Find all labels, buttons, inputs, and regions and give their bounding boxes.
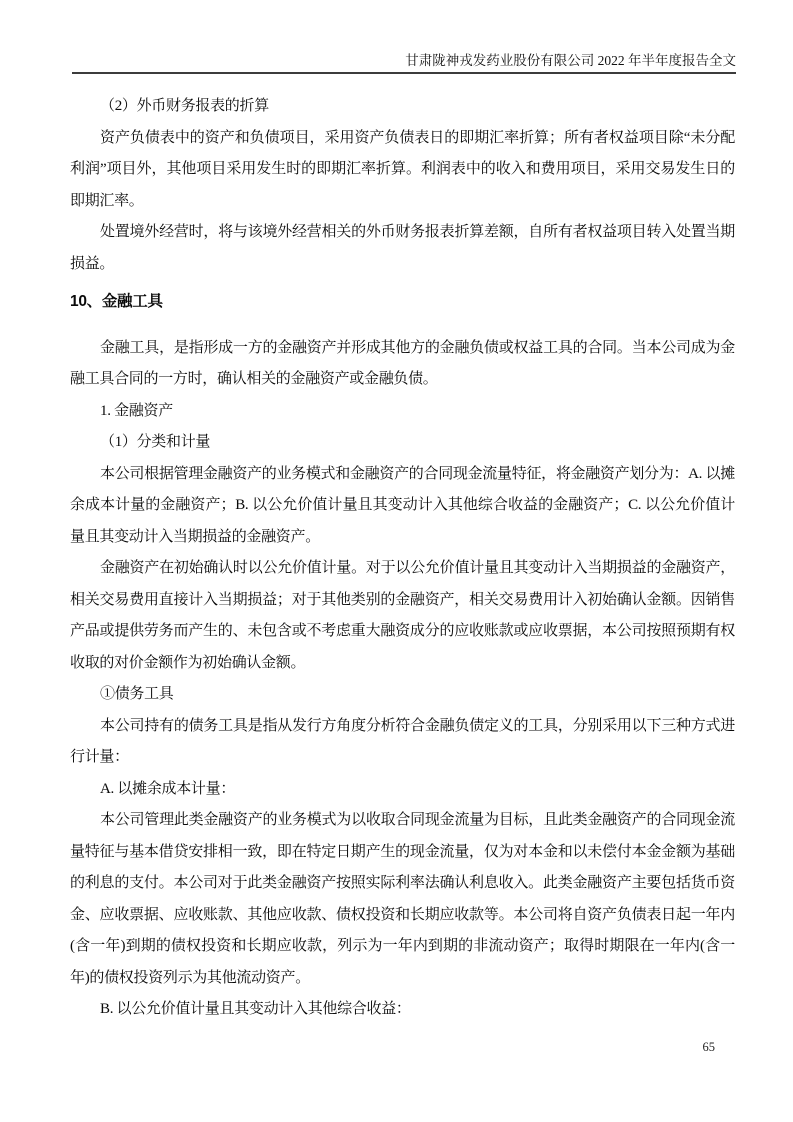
page-header bbox=[72, 52, 736, 74]
heading-financial-instruments: 10、金融工具 bbox=[70, 293, 163, 310]
document-body bbox=[70, 91, 735, 1026]
page-number: 65 bbox=[702, 1040, 715, 1054]
para-initial-recognition-measurement: 金融资产在初始确认时以公允价值计量。对于以公允价值计量且其变动计入当期损益的金融资产，相关交易费用直接计入当期损益；对于其他类别的金融资产，相关交易费用计入初始确认金额。因销售产品或提供劳务而产生的、未包含或不考虑重大融资成分的应收账款或应收票据，本公司按照预期有权收取的对价金额作为初始确认金额。 bbox=[70, 560, 735, 671]
subheading-debt-instruments: ①债务工具 bbox=[100, 686, 174, 702]
subheading-classification-measurement: （1）分类和计量 bbox=[100, 434, 211, 450]
para-financial-instruments-definition: 金融工具，是指形成一方的金融资产并形成其他方的金融负债或权益工具的合同。当本公司成为金融工具合同的一方时，确认相关的金融资产或金融负债。 bbox=[70, 339, 735, 387]
subheading-fvoci: B. 以公允价值计量且其变动计入其他综合收益： bbox=[100, 1001, 411, 1017]
header-title: 甘肃陇神戎发药业股份有限公司 2022 年半年度报告全文 bbox=[405, 53, 736, 68]
subheading-financial-assets: 1. 金融资产 bbox=[100, 402, 173, 419]
para-debt-instruments-definition: 本公司持有的债务工具是指从发行方角度分析符合金融负债定义的工具，分别采用以下三种方式进行计量： bbox=[70, 717, 735, 765]
para-classification-categories: 本公司根据管理金融资产的业务模式和金融资产的合同现金流量特征，将金融资产划分为：A. 以摊余成本计量的金融资产；B. 以公允价值计量且其变动计入其他综合收益的金融资产；C. 以公允价值计量且其变动计入当期损益的金融资产。 bbox=[70, 465, 735, 545]
subheading-foreign-currency-translation: （2）外币财务报表的折算 bbox=[100, 98, 269, 114]
subheading-amortized-cost: A. 以摊余成本计量： bbox=[100, 780, 236, 797]
para-balance-sheet-translation: 资产负债表中的资产和负债项目，采用资产负债表日的即期汇率折算；所有者权益项目除“未分配利润”项目外，其他项目采用发生时的即期汇率折算。利润表中的收入和费用项目，采用交易发生日的即期汇率。 bbox=[70, 129, 735, 209]
page-footer bbox=[703, 1040, 716, 1055]
para-disposal-foreign-operation: 处置境外经营时，将与该境外经营相关的外币财务报表折算差额，自所有者权益项目转入处置当期损益。 bbox=[70, 224, 735, 272]
para-amortized-cost-description: 本公司管理此类金融资产的业务模式为以收取合同现金流量为目标，且此类金融资产的合同现金流量特征与基本借贷安排相一致，即在特定日期产生的现金流量，仅为对本金和以未偿付本金金额为基础的利息的支付。本公司对于此类金融资产按照实际利率法确认利息收入。此类金融资产主要包括货币资金、应收票据、应收账款、其他应收款、债权投资和长期应收款等。本公司将自资产负债表日起一年内(含一年)到期的债权投资和长期应收款，列示为一年内到期的非流动资产；取得时期限在一年内(含一年)的债权投资列示为其他流动资产。 bbox=[70, 812, 735, 986]
